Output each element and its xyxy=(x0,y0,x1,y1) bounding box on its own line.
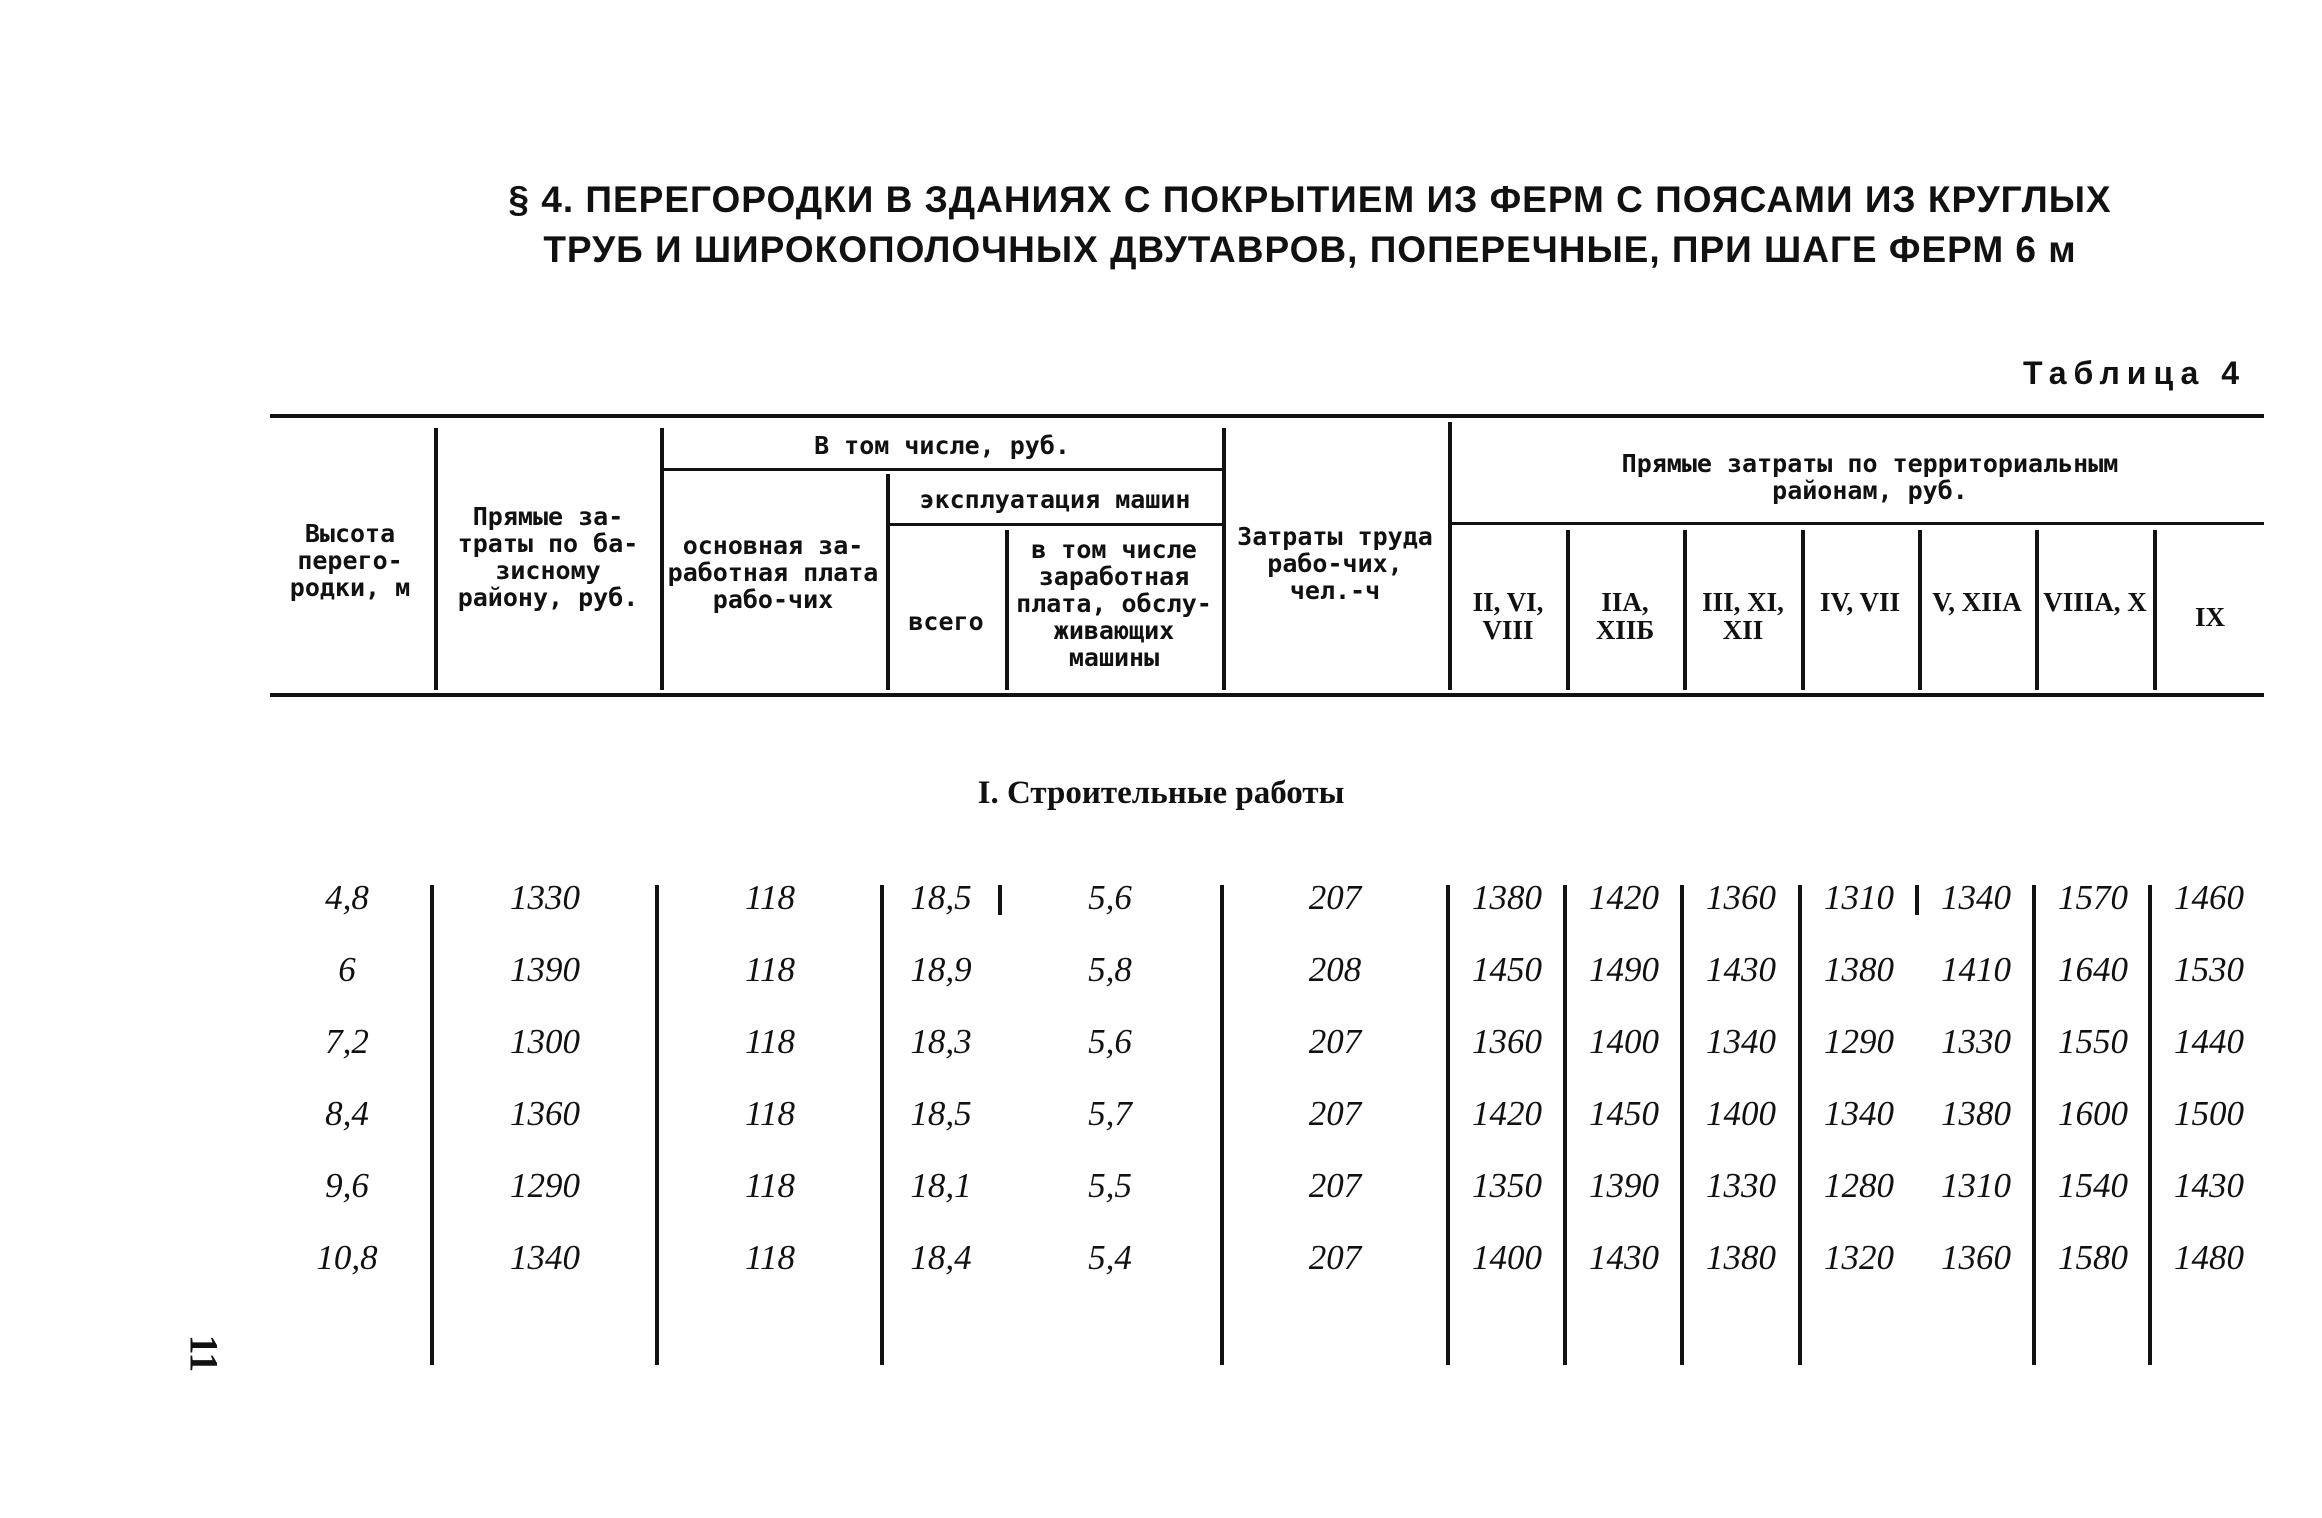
table-cell: 1380 xyxy=(1941,1094,2011,1133)
table-cell: 1580 xyxy=(2058,1238,2128,1277)
table-cell: 1640 xyxy=(2058,950,2128,989)
table-cell: 1500 xyxy=(2174,1094,2244,1133)
table-cell: 1430 xyxy=(1589,1238,1659,1277)
header-region-1: II, VI, VIII xyxy=(1472,587,1544,645)
header-divider xyxy=(434,428,438,690)
table-cell: 9,6 xyxy=(325,1166,369,1205)
table-cell: 1540 xyxy=(2058,1166,2128,1205)
table-cell: 1280 xyxy=(1824,1166,1894,1205)
body-divider xyxy=(1220,885,1224,1365)
table-cell: 1360 xyxy=(1472,1022,1542,1061)
table-cell: 1350 xyxy=(1472,1166,1542,1205)
table-cell: 1330 xyxy=(1941,1022,2011,1061)
table-cell: 1310 xyxy=(1941,1166,2011,1205)
header-top-rule xyxy=(270,414,2264,418)
table-cell: 207 xyxy=(1308,1094,1362,1133)
table-cell: 1360 xyxy=(1941,1238,2011,1277)
table-cell: 5,5 xyxy=(1088,1166,1132,1205)
table-cell: 1330 xyxy=(1706,1166,1776,1205)
table-cell: 118 xyxy=(745,1022,795,1061)
table-cell: 5,7 xyxy=(1088,1094,1132,1133)
table-cell: 207 xyxy=(1308,1022,1362,1061)
page-title xyxy=(380,175,2240,275)
header-region-6: VIIIА, X xyxy=(2043,587,2147,617)
table-cell: 1450 xyxy=(1589,1094,1659,1133)
header-region-4: IV, VII xyxy=(1819,587,1901,617)
table-cell: 118 xyxy=(745,950,795,989)
incl-group-rule xyxy=(662,468,1222,471)
body-divider xyxy=(1680,885,1684,1365)
table-cell: 1320 xyxy=(1824,1238,1894,1277)
table-cell: 1550 xyxy=(2058,1022,2128,1061)
table-cell: 1430 xyxy=(1706,950,1776,989)
header-machine-group: эксплуатация машин xyxy=(919,485,1191,514)
header-machine-total: всего xyxy=(908,607,984,636)
table-cell: 1380 xyxy=(1706,1238,1776,1277)
header-region-2: IIА, XIIБ xyxy=(1595,587,1655,645)
header-height: Высота перего-родки, м xyxy=(289,519,411,602)
table-cell: 1430 xyxy=(2174,1166,2244,1205)
table-cell: 118 xyxy=(745,1238,795,1277)
header-basic-wage: основная за-работная плата рабо-чих xyxy=(667,531,879,614)
table-cell: 1410 xyxy=(1941,950,2011,989)
table-cell: 1380 xyxy=(1824,950,1894,989)
table-cell: 1340 xyxy=(1824,1094,1894,1133)
table-cell: 1480 xyxy=(2174,1238,2244,1277)
table-cell: 1330 xyxy=(510,878,580,917)
table-cell: 1400 xyxy=(1706,1094,1776,1133)
table-cell: 8,4 xyxy=(325,1094,369,1133)
body-divider xyxy=(430,885,434,1365)
header-bottom-rule xyxy=(270,693,2264,697)
title-line-1: § 4. ПЕРЕГОРОДКИ В ЗДАНИЯХ С ПОКРЫТИЕМ ИЗ ФЕРМ С ПОЯСАМИ ИЗ КРУГЛЫХ xyxy=(508,179,2112,220)
header-divider xyxy=(1005,530,1009,690)
table-cell: 1390 xyxy=(1589,1166,1659,1205)
table-cell: 18,5 xyxy=(910,878,972,917)
table-cell: 1600 xyxy=(2058,1094,2128,1133)
title-line-2: ТРУБ И ШИРОКОПОЛОЧНЫХ ДВУТАВРОВ, ПОПЕРЕЧНЫЕ, ПРИ ШАГЕ ФЕРМ 6 м xyxy=(543,229,2077,270)
table-cell: 18,5 xyxy=(910,1094,972,1133)
table-cell: 1340 xyxy=(1941,878,2011,917)
table-cell: 207 xyxy=(1308,1166,1362,1205)
body-divider xyxy=(2032,885,2036,1365)
table-cell: 5,6 xyxy=(1088,1022,1132,1061)
table-cell: 5,6 xyxy=(1088,878,1132,917)
header-region-7: IX xyxy=(2194,602,2225,632)
header-incl-group: В том числе, руб. xyxy=(814,431,1070,460)
table-cell: 1380 xyxy=(1472,878,1542,917)
table-cell: 1420 xyxy=(1589,878,1659,917)
table-cell: 1390 xyxy=(510,950,580,989)
table-label: Таблица 4 xyxy=(2022,355,2246,391)
table-cell: 1400 xyxy=(1472,1238,1542,1277)
body-divider xyxy=(655,885,659,1365)
table-cell: 1290 xyxy=(1824,1022,1894,1061)
body-divider xyxy=(1563,885,1567,1365)
table-cell: 6 xyxy=(338,950,356,989)
table-cell: 1290 xyxy=(510,1166,580,1205)
section-title: I. Строительные работы xyxy=(977,775,1345,811)
body-divider xyxy=(1915,885,1919,915)
table-cell: 18,9 xyxy=(910,950,972,989)
header-region-5: V, XIIА xyxy=(1932,587,2022,617)
table-cell: 18,3 xyxy=(910,1022,972,1061)
table-cell: 1460 xyxy=(2174,878,2244,917)
regions-group-rule xyxy=(1450,522,2264,525)
body-divider xyxy=(1798,885,1802,1365)
table-cell: 1570 xyxy=(2058,878,2128,917)
table-cell: 1530 xyxy=(2174,950,2244,989)
table-cell: 5,8 xyxy=(1088,950,1132,989)
header-region-3: III, XI, XII xyxy=(1702,587,1784,645)
table-cell: 18,1 xyxy=(910,1166,972,1205)
table-cell: 1360 xyxy=(1706,878,1776,917)
body-divider xyxy=(880,885,884,1365)
table-cell: 1340 xyxy=(510,1238,580,1277)
table-cell: 207 xyxy=(1308,878,1362,917)
table-cell: 10,8 xyxy=(316,1238,378,1277)
table-cell: 118 xyxy=(745,878,795,917)
table-cell: 1450 xyxy=(1472,950,1542,989)
table-cell: 1420 xyxy=(1472,1094,1542,1133)
table-cell: 18,4 xyxy=(910,1238,972,1277)
table-cell: 1360 xyxy=(510,1094,580,1133)
header-labor: Затраты труда рабо-чих, чел.-ч xyxy=(1237,522,1433,605)
table-cell: 5,4 xyxy=(1088,1238,1132,1277)
table-cell: 1310 xyxy=(1824,878,1894,917)
table-cell: 118 xyxy=(745,1094,795,1133)
body-divider xyxy=(998,885,1002,915)
machine-group-rule xyxy=(888,523,1222,526)
body-divider xyxy=(2148,885,2152,1365)
table-cell: 4,8 xyxy=(325,878,369,917)
body-divider xyxy=(1446,885,1450,1365)
table-cell: 1300 xyxy=(510,1022,580,1061)
table-cell: 7,2 xyxy=(325,1022,369,1061)
page-number: 11 xyxy=(181,1334,227,1373)
header-machine-wage: в том числе заработная плата, обслу-живающих машины xyxy=(1016,535,1212,672)
table-cell: 1490 xyxy=(1589,950,1659,989)
table-cell: 118 xyxy=(745,1166,795,1205)
header-regions-group: Прямые затраты по территориальным районам, руб. xyxy=(1621,449,2119,505)
table-cell: 1400 xyxy=(1589,1022,1659,1061)
table-cell: 207 xyxy=(1308,1238,1362,1277)
header-direct-base: Прямые за-траты по ба-зисному району, руб. xyxy=(457,502,639,612)
header-divider xyxy=(1448,422,1452,690)
table-cell: 1340 xyxy=(1706,1022,1776,1061)
table-cell: 208 xyxy=(1308,950,1362,989)
table-cell: 1440 xyxy=(2174,1022,2244,1061)
